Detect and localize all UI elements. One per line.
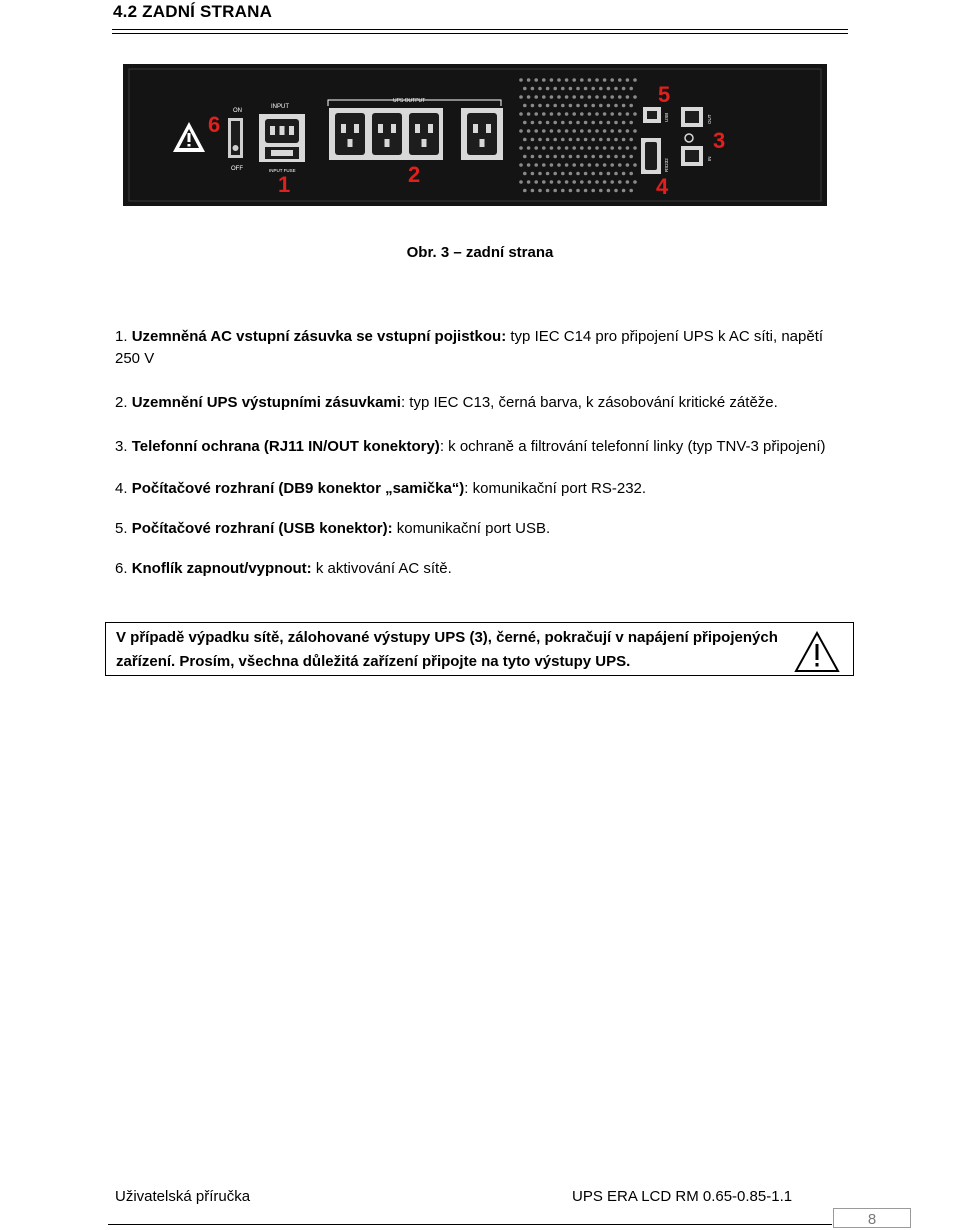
vent-hole bbox=[538, 189, 542, 193]
vent-hole bbox=[614, 155, 618, 159]
vent-hole bbox=[523, 138, 527, 142]
on-label: ON bbox=[233, 108, 242, 114]
vent-hole bbox=[565, 180, 569, 184]
vent-hole bbox=[527, 78, 531, 82]
vent-hole bbox=[584, 138, 588, 142]
vent-hole bbox=[538, 104, 542, 108]
vent-hole bbox=[614, 172, 618, 176]
vent-hole bbox=[576, 138, 580, 142]
vent-hole bbox=[561, 155, 565, 159]
vent-hole bbox=[546, 155, 550, 159]
vent-hole bbox=[618, 112, 622, 116]
vent-hole bbox=[595, 95, 599, 99]
vent-hole bbox=[519, 163, 523, 167]
vent-hole bbox=[576, 189, 580, 193]
vent-hole bbox=[534, 146, 538, 150]
vent-hole bbox=[531, 155, 535, 159]
vent-hole bbox=[557, 78, 561, 82]
vent-hole bbox=[538, 87, 542, 91]
vent-hole bbox=[603, 78, 607, 82]
vent-hole bbox=[607, 172, 611, 176]
vent-hole bbox=[626, 163, 630, 167]
vent-hole bbox=[576, 155, 580, 159]
list-item: 6. Knoflík zapnout/vypnout: k aktivování AC sítě. bbox=[115, 560, 452, 577]
vent-hole bbox=[626, 146, 630, 150]
vent-hole bbox=[603, 129, 607, 133]
vent-hole bbox=[614, 189, 618, 193]
vent-hole bbox=[633, 180, 637, 184]
vent-hole bbox=[531, 172, 535, 176]
vent-hole bbox=[565, 163, 569, 167]
vent-hole bbox=[599, 172, 603, 176]
vent-hole bbox=[622, 155, 626, 159]
vent-hole bbox=[557, 163, 561, 167]
vent-hole bbox=[519, 95, 523, 99]
vent-hole bbox=[542, 78, 546, 82]
vent-hole bbox=[576, 104, 580, 108]
vent-hole bbox=[519, 180, 523, 184]
vent-hole bbox=[569, 87, 573, 91]
page-number: 8 bbox=[867, 1211, 877, 1228]
vent-hole bbox=[599, 121, 603, 125]
callout-2: 2 bbox=[408, 162, 421, 187]
vent-hole bbox=[626, 78, 630, 82]
vent-hole bbox=[599, 155, 603, 159]
vent-hole bbox=[557, 95, 561, 99]
vent-hole bbox=[618, 129, 622, 133]
vent-hole bbox=[572, 78, 576, 82]
vent-hole bbox=[561, 189, 565, 193]
vent-hole bbox=[534, 95, 538, 99]
vent-hole bbox=[561, 172, 565, 176]
vent-hole bbox=[527, 112, 531, 116]
vent-hole bbox=[599, 189, 603, 193]
vent-hole bbox=[622, 138, 626, 142]
vent-hole bbox=[603, 146, 607, 150]
vent-hole bbox=[561, 87, 565, 91]
vent-hole bbox=[599, 104, 603, 108]
vent-hole bbox=[588, 146, 592, 150]
vent-hole bbox=[553, 155, 557, 159]
vent-hole bbox=[523, 172, 527, 176]
vent-hole bbox=[633, 146, 637, 150]
vent-hole bbox=[614, 104, 618, 108]
list-item: 3. Telefonní ochrana (RJ11 IN/OUT konektory): k ochraně a filtrování telefonní linky (typ TNV-3 připojení) bbox=[115, 438, 826, 455]
callout-3: 3 bbox=[713, 128, 726, 153]
vent-hole bbox=[618, 95, 622, 99]
vent-hole bbox=[588, 112, 592, 116]
vent-hole bbox=[595, 129, 599, 133]
vent-hole bbox=[527, 95, 531, 99]
vent-hole bbox=[622, 189, 626, 193]
vent-hole bbox=[603, 163, 607, 167]
vent-hole bbox=[618, 78, 622, 82]
vent-hole bbox=[557, 129, 561, 133]
vent-hole bbox=[622, 104, 626, 108]
vent-hole bbox=[565, 78, 569, 82]
vent-hole bbox=[591, 87, 595, 91]
callout-4: 4 bbox=[656, 174, 669, 199]
vent-hole bbox=[561, 138, 565, 142]
ups-rear-panel-figure bbox=[123, 64, 827, 206]
vent-hole bbox=[588, 95, 592, 99]
vent-hole bbox=[607, 155, 611, 159]
vent-hole bbox=[610, 129, 614, 133]
vent-hole bbox=[610, 112, 614, 116]
vent-hole bbox=[603, 95, 607, 99]
vent-hole bbox=[523, 87, 527, 91]
vent-hole bbox=[576, 121, 580, 125]
vent-hole bbox=[546, 104, 550, 108]
vent-hole bbox=[629, 121, 633, 125]
vent-hole bbox=[622, 121, 626, 125]
vent-hole bbox=[607, 138, 611, 142]
vent-hole bbox=[591, 121, 595, 125]
vent-hole bbox=[550, 163, 554, 167]
vent-hole bbox=[527, 129, 531, 133]
footer-rule bbox=[108, 1224, 832, 1225]
vent-hole bbox=[557, 112, 561, 116]
vent-hole bbox=[565, 129, 569, 133]
vent-hole bbox=[626, 129, 630, 133]
vent-hole bbox=[591, 104, 595, 108]
vent-hole bbox=[534, 180, 538, 184]
vent-hole bbox=[550, 78, 554, 82]
list-item: 1. Uzemněná AC vstupní zásuvka se vstupní pojistkou: typ IEC C14 pro připojení UPS k AC síti, napětí 250 V bbox=[115, 328, 824, 367]
vent-hole bbox=[527, 163, 531, 167]
vent-hole bbox=[588, 129, 592, 133]
vent-hole bbox=[607, 87, 611, 91]
vent-hole bbox=[614, 138, 618, 142]
vent-hole bbox=[580, 180, 584, 184]
vent-hole bbox=[569, 189, 573, 193]
vent-hole bbox=[572, 180, 576, 184]
warning-box bbox=[105, 622, 854, 676]
vent-hole bbox=[572, 95, 576, 99]
vent-hole bbox=[580, 112, 584, 116]
vent-hole bbox=[588, 78, 592, 82]
vent-hole bbox=[538, 155, 542, 159]
vent-hole bbox=[591, 155, 595, 159]
vent-hole bbox=[595, 78, 599, 82]
vent-hole bbox=[519, 129, 523, 133]
vent-hole bbox=[584, 155, 588, 159]
vent-hole bbox=[542, 163, 546, 167]
feature-list bbox=[115, 326, 848, 580]
vent-hole bbox=[569, 121, 573, 125]
footer-product-name: UPS ERA LCD RM 0.65-0.85-1.1 bbox=[572, 1188, 793, 1205]
vent-hole bbox=[580, 78, 584, 82]
vent-hole bbox=[618, 146, 622, 150]
vent-hole bbox=[550, 95, 554, 99]
vent-hole bbox=[576, 172, 580, 176]
vent-hole bbox=[607, 104, 611, 108]
vent-hole bbox=[629, 138, 633, 142]
vent-hole bbox=[527, 180, 531, 184]
vent-hole bbox=[553, 121, 557, 125]
vent-hole bbox=[546, 138, 550, 142]
vent-hole bbox=[538, 172, 542, 176]
vent-hole bbox=[565, 95, 569, 99]
vent-hole bbox=[534, 78, 538, 82]
vent-hole bbox=[553, 104, 557, 108]
vent-hole bbox=[618, 163, 622, 167]
vent-hole bbox=[553, 87, 557, 91]
vent-hole bbox=[531, 138, 535, 142]
rs232-label: RS232 bbox=[664, 158, 669, 172]
vent-hole bbox=[629, 155, 633, 159]
warning-text: V případě výpadku sítě, zálohované výstupy UPS (3), černé, pokračují v napájení připojených zařízení. Prosím, všechna důležitá zařízení připojte na tyto výstupy UPS. bbox=[116, 629, 778, 670]
vent-hole bbox=[519, 112, 523, 116]
vent-hole bbox=[576, 87, 580, 91]
vent-hole bbox=[591, 189, 595, 193]
vent-hole bbox=[595, 112, 599, 116]
vent-hole bbox=[569, 172, 573, 176]
vent-hole bbox=[569, 138, 573, 142]
list-item: 2. Uzemnění UPS výstupními zásuvkami: typ IEC C13, černá barva, k zásobování kritické zátěže. bbox=[115, 394, 778, 411]
vent-hole bbox=[553, 172, 557, 176]
vent-hole bbox=[519, 78, 523, 82]
input-label: INPUT bbox=[271, 104, 289, 110]
heading-rule bbox=[112, 29, 848, 34]
vent-hole bbox=[599, 138, 603, 142]
vent-hole bbox=[546, 121, 550, 125]
input-fuse-label: INPUT FUSE bbox=[269, 168, 296, 173]
vent-hole bbox=[542, 129, 546, 133]
vent-hole bbox=[531, 104, 535, 108]
figure-caption: Obr. 3 – zadní strana bbox=[406, 244, 554, 261]
vent-hole bbox=[595, 146, 599, 150]
ups-output-label: UPS OUTPUT bbox=[393, 98, 426, 104]
vent-hole bbox=[591, 138, 595, 142]
vent-hole bbox=[561, 121, 565, 125]
vent-hole bbox=[629, 172, 633, 176]
vent-hole bbox=[614, 87, 618, 91]
vent-hole bbox=[553, 189, 557, 193]
vent-hole bbox=[633, 129, 637, 133]
vent-hole bbox=[580, 163, 584, 167]
vent-hole bbox=[523, 189, 527, 193]
vent-hole bbox=[622, 87, 626, 91]
vent-hole bbox=[557, 180, 561, 184]
vent-hole bbox=[546, 189, 550, 193]
vent-hole bbox=[572, 163, 576, 167]
usb-label: USB bbox=[664, 112, 669, 122]
vent-hole bbox=[610, 180, 614, 184]
list-item: 4. Počítačové rozhraní (DB9 konektor „samička“): komunikační port RS-232. bbox=[115, 480, 647, 497]
vent-hole bbox=[565, 146, 569, 150]
vent-hole bbox=[550, 146, 554, 150]
list-item: 5. Počítačové rozhraní (USB konektor): komunikační port USB. bbox=[115, 520, 551, 537]
vent-hole bbox=[569, 104, 573, 108]
vent-hole bbox=[572, 112, 576, 116]
vent-hole bbox=[607, 189, 611, 193]
footer-manual-title: Uživatelská příručka bbox=[115, 1188, 251, 1205]
vent-hole bbox=[542, 112, 546, 116]
vent-hole bbox=[618, 180, 622, 184]
vent-hole bbox=[523, 155, 527, 159]
vent-hole bbox=[584, 87, 588, 91]
vent-hole bbox=[538, 138, 542, 142]
vent-hole bbox=[557, 146, 561, 150]
vent-hole bbox=[584, 172, 588, 176]
vent-hole bbox=[580, 146, 584, 150]
vent-hole bbox=[588, 163, 592, 167]
vent-hole bbox=[531, 87, 535, 91]
vent-hole bbox=[546, 172, 550, 176]
vent-hole bbox=[610, 163, 614, 167]
callout-1: 1 bbox=[278, 172, 291, 197]
vent-hole bbox=[580, 95, 584, 99]
vent-hole bbox=[531, 189, 535, 193]
vent-hole bbox=[550, 180, 554, 184]
out-label: OUT bbox=[707, 114, 712, 124]
vent-hole bbox=[588, 180, 592, 184]
vent-hole bbox=[603, 112, 607, 116]
vent-hole bbox=[607, 121, 611, 125]
vent-hole bbox=[584, 104, 588, 108]
vent-hole bbox=[626, 112, 630, 116]
vent-hole bbox=[603, 180, 607, 184]
page-number-box bbox=[833, 1208, 911, 1228]
vent-hole bbox=[534, 163, 538, 167]
vent-hole bbox=[527, 146, 531, 150]
vent-hole bbox=[572, 146, 576, 150]
vent-hole bbox=[622, 172, 626, 176]
vent-hole bbox=[633, 95, 637, 99]
vent-hole bbox=[523, 121, 527, 125]
vent-hole bbox=[610, 95, 614, 99]
vent-hole bbox=[531, 121, 535, 125]
vent-hole bbox=[610, 146, 614, 150]
section-title: 4.2 ZADNÍ STRANA bbox=[113, 2, 273, 21]
vent-hole bbox=[572, 129, 576, 133]
vent-hole bbox=[565, 112, 569, 116]
vent-hole bbox=[542, 146, 546, 150]
vent-hole bbox=[614, 121, 618, 125]
vent-hole bbox=[633, 163, 637, 167]
vent-hole bbox=[626, 95, 630, 99]
warning-triangle-icon bbox=[794, 631, 840, 673]
vent-hole bbox=[550, 112, 554, 116]
vent-hole bbox=[610, 78, 614, 82]
vent-hole bbox=[626, 180, 630, 184]
callout-5: 5 bbox=[658, 82, 671, 107]
vent-hole bbox=[561, 104, 565, 108]
vent-hole bbox=[633, 112, 637, 116]
in-label: IN bbox=[707, 156, 712, 161]
vent-hole bbox=[584, 121, 588, 125]
vent-hole bbox=[595, 163, 599, 167]
vent-hole bbox=[591, 172, 595, 176]
vent-hole bbox=[595, 180, 599, 184]
vent-hole bbox=[584, 189, 588, 193]
vent-hole bbox=[538, 121, 542, 125]
vent-hole bbox=[580, 129, 584, 133]
vent-hole bbox=[542, 180, 546, 184]
callout-6: 6 bbox=[208, 112, 221, 137]
off-label: OFF bbox=[231, 166, 243, 172]
vent-hole bbox=[550, 129, 554, 133]
vent-hole bbox=[629, 104, 633, 108]
vent-hole bbox=[599, 87, 603, 91]
vent-hole bbox=[523, 104, 527, 108]
vent-hole bbox=[519, 146, 523, 150]
vent-hole bbox=[569, 155, 573, 159]
vent-hole bbox=[629, 87, 633, 91]
vent-hole bbox=[534, 112, 538, 116]
vent-hole bbox=[542, 95, 546, 99]
vent-hole bbox=[629, 189, 633, 193]
vent-hole bbox=[633, 78, 637, 82]
vent-hole bbox=[546, 87, 550, 91]
vent-hole bbox=[534, 129, 538, 133]
vent-hole bbox=[553, 138, 557, 142]
